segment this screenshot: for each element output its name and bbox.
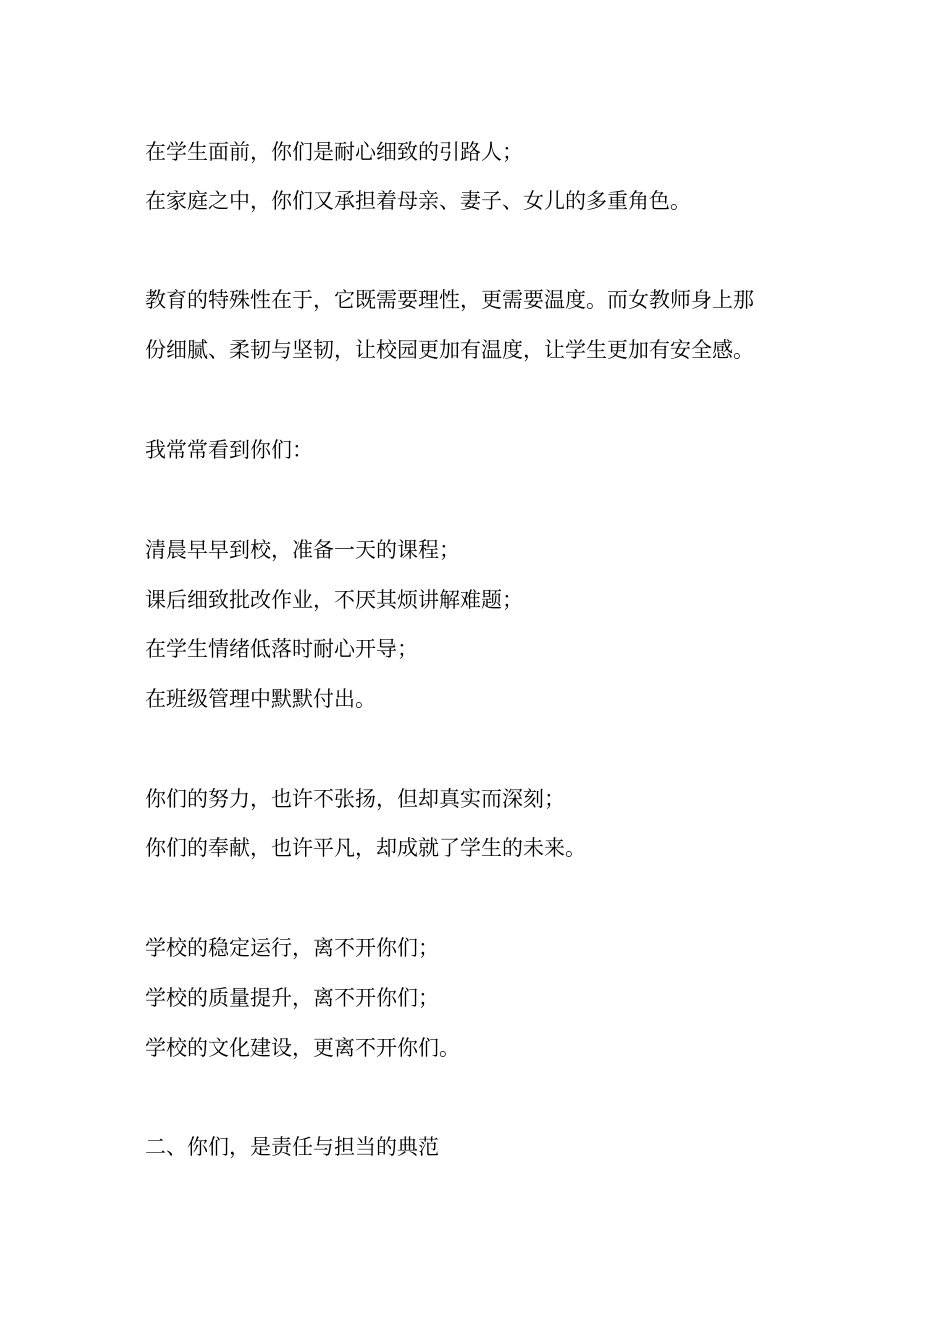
paragraph-line: 学校的文化建设，更离不开你们。 [145,1036,460,1060]
paragraph-line: 学校的稳定运行，离不开你们； [145,936,439,960]
paragraph-line: 教育的特殊性在于，它既需要理性，更需要温度。而女教师身上那 [145,288,754,312]
list-item: 在班级管理中默默付出。 [145,687,376,711]
list-item: 课后细致批改作业，不厌其烦讲解难题； [145,588,523,612]
list-item: 在学生情绪低落时耐心开导； [145,637,418,661]
paragraph-line: 在学生面前，你们是耐心细致的引路人； [145,140,523,164]
paragraph-line: 你们的奉献，也许平凡，却成就了学生的未来。 [145,836,586,860]
section-heading: 二、你们，是责任与担当的典范 [145,1135,439,1159]
paragraph-line: 你们的努力，也许不张扬，但却真实而深刻； [145,787,565,811]
paragraph-line: 份细腻、柔韧与坚韧，让校园更加有温度，让学生更加有安全感。 [145,338,754,362]
paragraph-line: 在家庭之中，你们又承担着母亲、妻子、女儿的多重角色。 [145,189,691,213]
paragraph-line: 我常常看到你们： [145,438,313,462]
list-item: 清晨早早到校，准备一天的课程； [145,538,460,562]
paragraph-line: 学校的质量提升，离不开你们； [145,986,439,1010]
